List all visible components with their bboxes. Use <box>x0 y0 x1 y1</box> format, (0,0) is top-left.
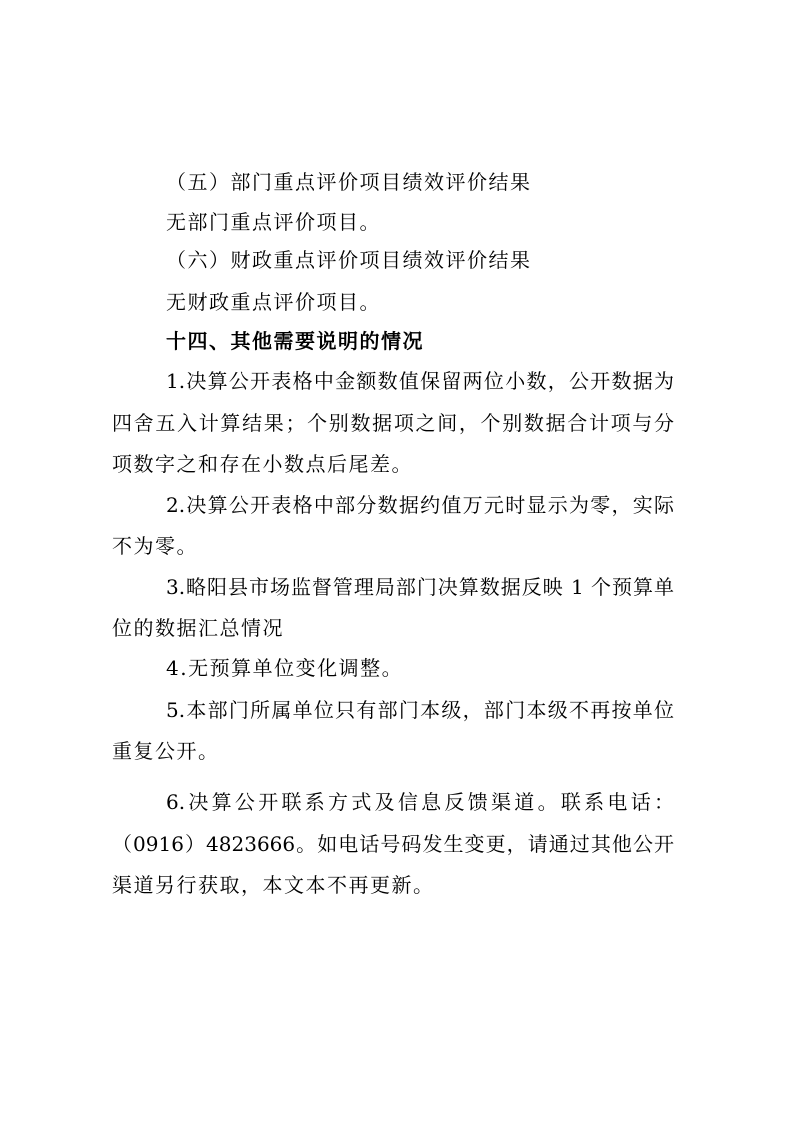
item-2-line-1: 2.决算公开表格中部分数据约值万元时显示为零，实际 <box>166 493 674 517</box>
item-6-line-1: 6.决算公开联系方式及信息反馈渠道。联系电话： <box>166 790 674 814</box>
item-5-line-1: 5.本部门所属单位只有部门本级，部门本级不再按单位 <box>166 698 674 722</box>
item-1-line-2: 四舍五入计算结果；个别数据项之间，个别数据合计项与分 <box>112 411 674 435</box>
section-6-heading: （六）财政重点评价项目绩效评价结果 <box>166 248 532 272</box>
item-6-line-2: （0916）4823666。如电话号码发生变更，请通过其他公开 <box>112 832 674 856</box>
section-5-body: 无部门重点评价项目。 <box>166 210 381 234</box>
item-1-line-1: 1.决算公开表格中金额数值保留两位小数，公开数据为 <box>166 369 674 393</box>
item-6-line-3: 渠道另行获取，本文本不再更新。 <box>112 873 435 897</box>
item-5-line-2: 重复公开。 <box>112 739 220 763</box>
item-4-line-1: 4.无预算单位变化调整。 <box>166 656 404 680</box>
item-1-line-3: 项数字之和存在小数点后尾差。 <box>112 452 413 476</box>
item-3-line-2: 位的数据汇总情况 <box>112 616 284 640</box>
item-2-line-2: 不为零。 <box>112 534 198 558</box>
section-14-heading: 十四、其他需要说明的情况 <box>166 329 424 353</box>
section-5-heading: （五）部门重点评价项目绩效评价结果 <box>166 170 532 194</box>
section-6-body: 无财政重点评价项目。 <box>166 290 381 314</box>
item-3-line-1: 3.略阳县市场监督管理局部门决算数据反映 1 个预算单 <box>166 575 674 599</box>
